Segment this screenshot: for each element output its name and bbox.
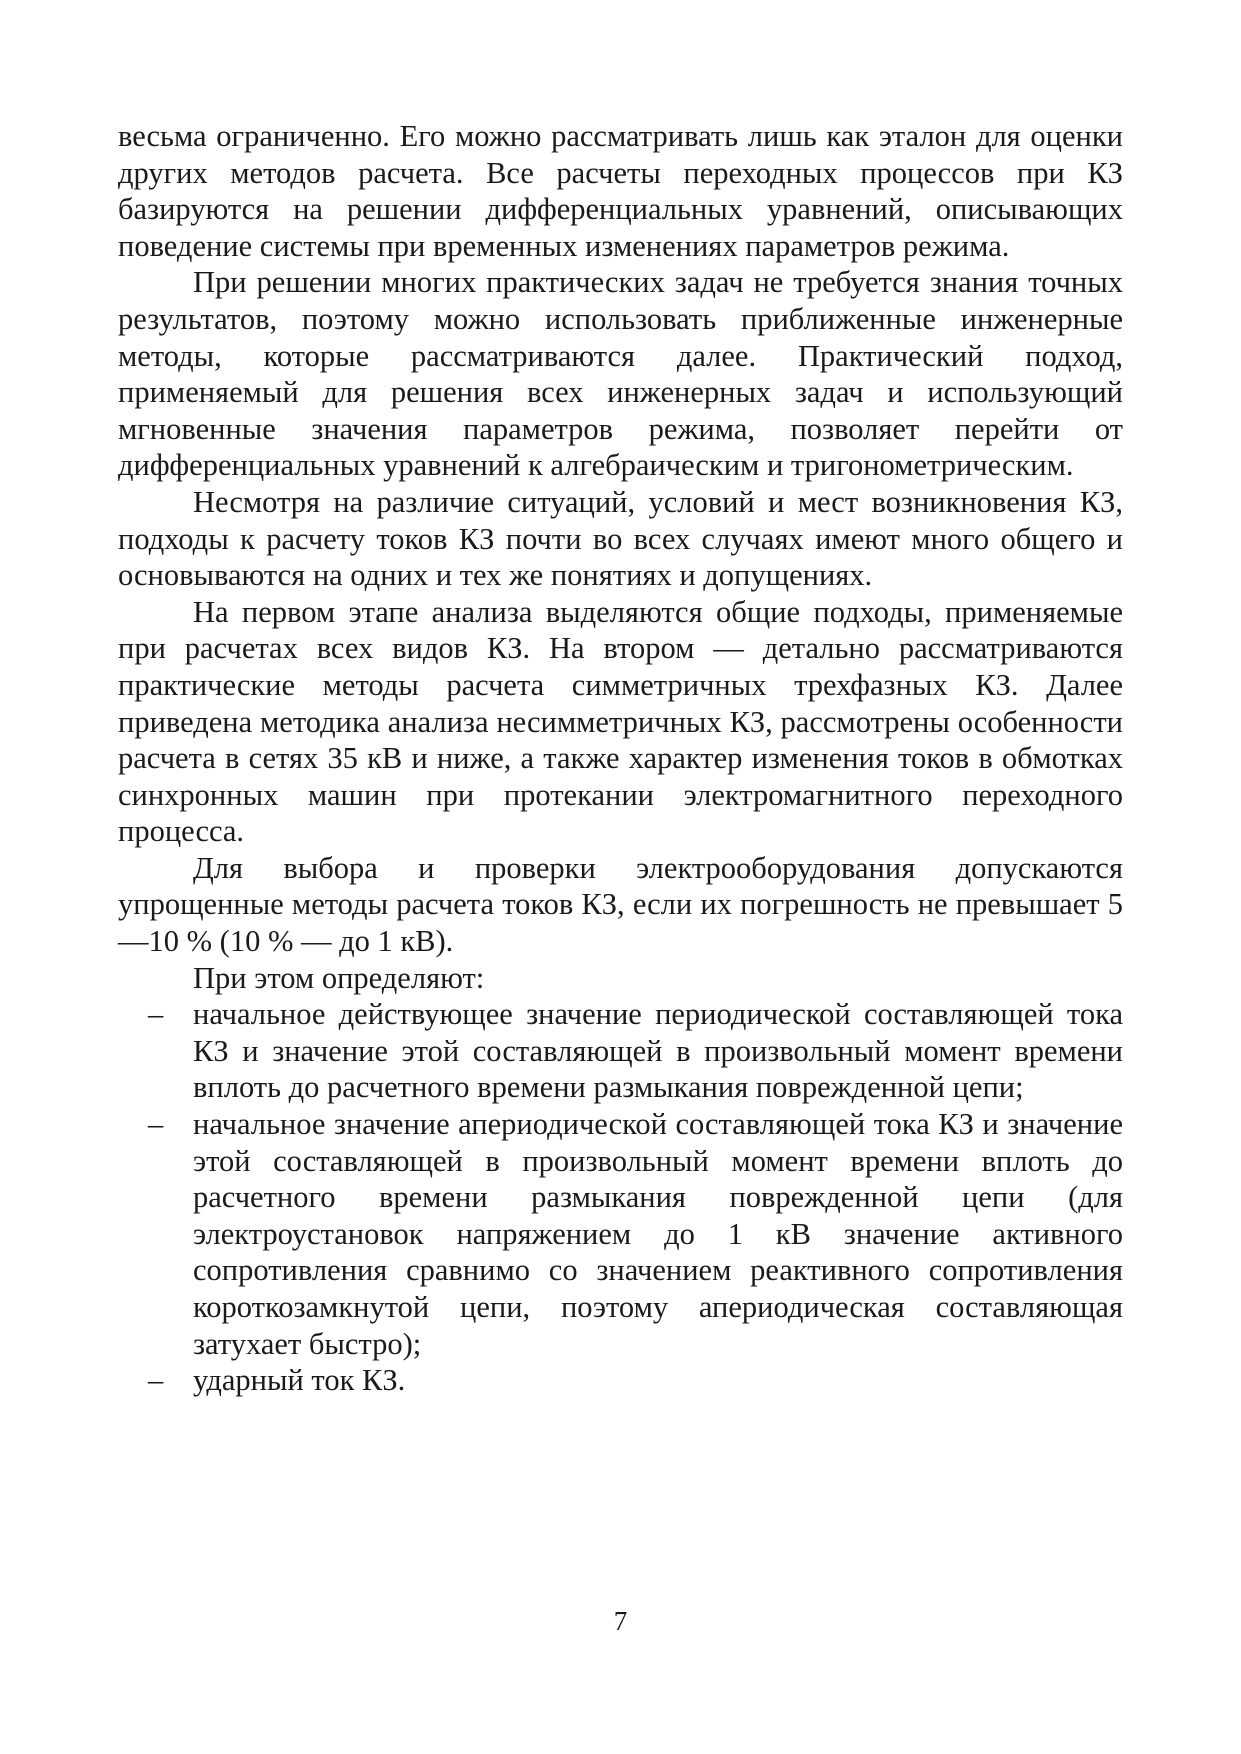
list-item — [118, 1362, 1123, 1399]
list-item-text: начальное действующее значение периодической составляющей тока КЗ и значение этой составляющей в произвольный момент времени вплоть до расчетного времени размыкания поврежденной цепи; — [193, 997, 1123, 1105]
paragraph-simplified-methods: Для выбора и проверки электрооборудования допускаются упрощенные методы расчета токов КЗ, если их погрешность не превышает 5—10 % (10 % — до 1 кВ). — [118, 850, 1123, 959]
dash-marker: – — [148, 1107, 164, 1142]
page-number: 7 — [613, 1606, 628, 1636]
bullet-list — [118, 996, 1123, 1399]
paragraph-list-intro: При этом определяют: — [193, 960, 485, 995]
paragraph-practical-methods: При решении многих практических задач не требуется знания точных результатов, поэтому можно использовать приближенные инженерные методы, которые рассматриваются далее. Практический подход, применяемый для решения всех инженерных задач и использующий мгновенные значения параметров режима, позволяет перейти от дифференциальных уравнений к алгебраическим и тригонометрическим. — [118, 265, 1123, 483]
dash-marker: – — [148, 997, 164, 1032]
list-item — [118, 996, 1123, 1106]
dash-marker: – — [148, 1363, 164, 1398]
paragraph-common-approaches: Несмотря на различие ситуаций, условий и мест возникновения КЗ, подходы к расчету токов КЗ почти во всех случаях имеют много общего и основываются на одних и тех же понятиях и допущениях. — [118, 484, 1123, 593]
list-item-text: ударный ток КЗ. — [193, 1363, 406, 1398]
paragraph-analysis-stages: На первом этапе анализа выделяются общие подходы, применяемые при расчетах всех видов КЗ. На втором — детально рассматриваются практические методы расчета симметричных трехфазных КЗ. Далее приведена методика анализа несимметричных КЗ, рассмотрены особенности расчета в сетях 35 кВ и ниже, а также характер изменения токов в обмотках синхронных машин при протекании электромагнитного переходного процесса. — [118, 594, 1123, 849]
body-text — [118, 118, 1123, 1399]
list-item-text: начальное значение апериодической составляющей тока КЗ и значение этой составляющей в произвольный момент времени вплоть до расчетного времени размыкания поврежденной цепи (для электроустановок напряжением до 1 кВ значение активного сопротивления сравнимо со значением реактивного сопротивления короткозамкнутой цепи, поэтому апериодическая составляющая затухает быстро); — [193, 1107, 1123, 1361]
paragraph-continuation: весьма ограниченно. Его можно рассматривать лишь как эталон для оценки других методов расчета. Все расчеты переходных процессов при КЗ базируются на решении дифференциальных уравнений, описывающих поведение системы при временных изменениях параметров режима. — [118, 119, 1123, 263]
list-item — [118, 1106, 1123, 1362]
